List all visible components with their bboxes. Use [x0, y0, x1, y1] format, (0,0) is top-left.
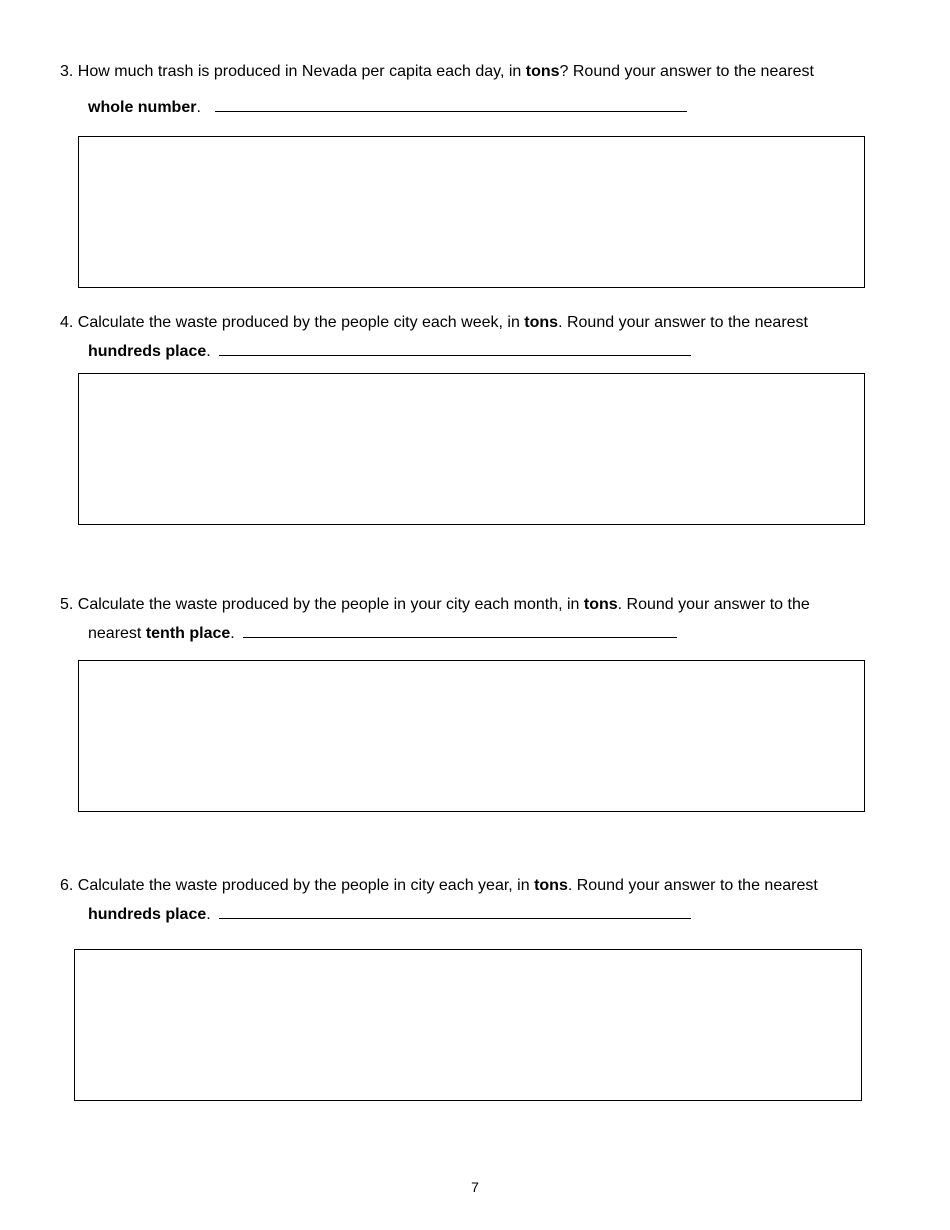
question-text-mid: . Round your answer to the	[617, 596, 810, 613]
question-6-line1	[60, 877, 818, 895]
question-5-line1	[60, 596, 810, 614]
question-bold-unit: tons	[534, 877, 568, 894]
question-text: How much trash is produced in Nevada per capita each day, in	[77, 63, 526, 80]
question-bold-unit: tons	[583, 596, 618, 613]
question-number: 6.	[60, 877, 74, 894]
work-box-3[interactable]	[78, 136, 865, 288]
question-line2-post: .	[196, 99, 201, 116]
question-text: Calculate the waste produced by the people in your city each month, in	[77, 596, 584, 613]
work-box-6[interactable]	[74, 949, 862, 1101]
question-text-mid: . Round your answer to the nearest	[567, 877, 818, 894]
question-bold-precision: tenth place	[145, 625, 231, 642]
question-text: Calculate the waste produced by the people city each week, in	[77, 314, 525, 331]
question-line2-post: .	[206, 343, 211, 360]
question-text: Calculate the waste produced by the people in city each year, in	[77, 877, 535, 894]
question-4-line1	[60, 314, 808, 332]
question-3-line1	[60, 63, 814, 81]
question-5-line2	[88, 623, 677, 643]
answer-blank-4[interactable]	[219, 341, 691, 356]
answer-blank-5[interactable]	[243, 623, 677, 638]
question-number: 4.	[60, 314, 74, 331]
question-line2-post: .	[230, 625, 235, 642]
question-4-line2	[88, 341, 691, 361]
question-bold-precision: hundreds place	[88, 343, 207, 360]
work-box-4[interactable]	[78, 373, 865, 525]
question-3-line2	[88, 97, 687, 117]
answer-blank-3[interactable]	[215, 97, 687, 112]
work-box-5[interactable]	[78, 660, 865, 812]
question-line2-post: .	[206, 906, 211, 923]
question-number: 5.	[60, 596, 74, 613]
page-number: 7	[471, 1179, 479, 1195]
question-number: 3.	[60, 63, 74, 80]
question-6-line2	[88, 904, 691, 924]
question-bold-unit: tons	[525, 63, 560, 80]
answer-blank-6[interactable]	[219, 904, 691, 919]
question-text-mid: . Round your answer to the nearest	[558, 314, 808, 331]
question-bold-precision: hundreds place	[88, 906, 207, 923]
question-bold-unit: tons	[524, 314, 559, 331]
question-line2-pre: nearest	[88, 625, 146, 642]
question-text-mid: ? Round your answer to the nearest	[559, 63, 814, 80]
question-bold-precision: whole number	[88, 99, 197, 116]
